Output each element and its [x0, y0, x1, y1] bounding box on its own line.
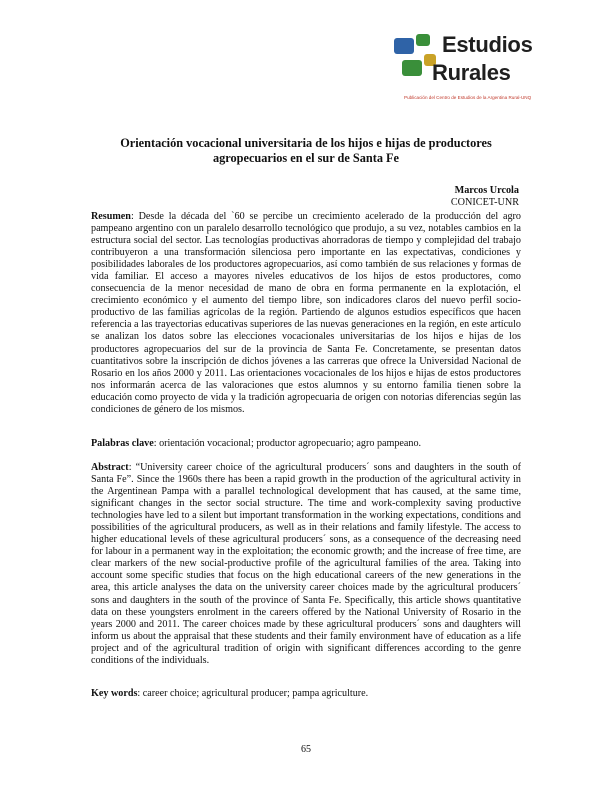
resumen-text: : Desde la década del `60 se percibe un crecimiento acelerado de la producción del agro pampeano argentino con un paralelo desarrollo tecnológico que produjo, a su vez, notables cambios en la estructura social del sector. Las tecnologías productivas ahorradoras de tiempo y complejidad del trabajo contribuyeron a una transformación silenciosa pero importante en las expectativas, condiciones y posibilidades laborales de los productores agropecuarios, así como también de sus relaciones y formas de vida familiar. El acceso a mayores niveles educativos de los hijos de estos productores, como consecuencia de la menor necesidad de mano de obra en forma permanente en la explotación, el crecimiento económico y el aumento del tiempo libre, son indicadores claros del nuevo perfil socio-productivo de las familias agrícolas de la región. Partiendo de algunos estudios específicos que hacen referencia a las trayectorias educativas superiores de las nuevas generaciones en la región, en este artículo se analizan los datos sobre las elecciones vocacionales universitarias de los hijos e hijas de los productores agropecuarios del sur de la provincia de Santa Fe. Concretamente, se presentan datos cuantitativos sobre la inscripción de dichos jóvenes a las carreras que ofrece la Universidad Nacional de Rosario en los años 2000 y 2011. Las orientaciones vocacionales de los hijos e hijas de estos productores nos informarán acerca de las valoraciones que estos alumnos y su entorno familia tienen sobre la educación como proyecto de vida y la tradición agropecuaria de origen con notorias diferencias según las condiciones de género de los mismos. [91, 211, 521, 415]
palabras-clave-label: Palabras clave [91, 438, 154, 449]
logo-green-square [416, 34, 430, 46]
journal-logo [392, 32, 533, 112]
logo-word-estudios: Estudios [442, 32, 533, 57]
palabras-clave-paragraph [91, 438, 521, 450]
logo-blue-square [394, 38, 414, 54]
palabras-clave-text: : orientación vocacional; productor agropecuario; agro pampeano. [153, 438, 422, 449]
resumen-paragraph [91, 211, 521, 416]
keywords-text: : career choice; agricultural producer; pampa agriculture. [137, 688, 369, 699]
abstract-text: : “University career choice of the agricultural producers´ sons and daughters in the south of Santa Fe”. Since the 1960s there has been a rapid growth in the production of the agricultural activity in the Argentinean Pampa with a parallel technological development that has caused, at the same time, significant changes in the sector social structure. The time and work-complexity saving productive technologies have led to a silent but important transformation in the working expectations, conditions and possibilities of the agricultural producers, as well as in their relations and family lifestyle. The access to higher educational levels of these agricultural producers´ sons, as a consequence of the decreasing need for labour in a permanent way in the exploitation; the economic growth; and the increase of free time, are clear markers of the new social-productive profile of the agricultural families of the area. Taking into account some specific studies that focus on the high educational careers of the new generations in the area, this article analyses the data on the university career choices made by the agricultural producers´ sons and daughters in the south of the province of Santa Fe. Specifically, this article shows quantitative data on these youngsters enrolment in the careers offered by the National University of Rosario in the years 2000 and 2011. The career choices made by these agricultural producers´ sons and daughters will inform us about the appraisal that these students and their family environment have of education as a life project and of the agricultural tradition of origin with significant differences according to the genre conditions of the individuals. [91, 462, 521, 666]
logo-word-rurales: Rurales [432, 60, 511, 85]
page-number: 65 [301, 744, 311, 755]
keywords-label: Key words [91, 688, 138, 699]
article-title: Orientación vocacional universitaria de los hijos e hijas de productores agropecuarios en el sur de Santa Fe [120, 136, 492, 165]
logo-subtitle: Publicación del Centro de Estudios de la Argentina Rural-UNQ [404, 95, 532, 100]
resumen-label: Resumen [91, 211, 131, 222]
author-block [451, 185, 519, 209]
author-affiliation: CONICET-UNR [450, 197, 519, 208]
author-name: Marcos Urcola [454, 185, 519, 196]
logo-green-square-lower [402, 60, 422, 76]
abstract-paragraph [91, 462, 521, 667]
abstract-label: Abstract [91, 462, 129, 473]
keywords-paragraph [91, 688, 521, 700]
